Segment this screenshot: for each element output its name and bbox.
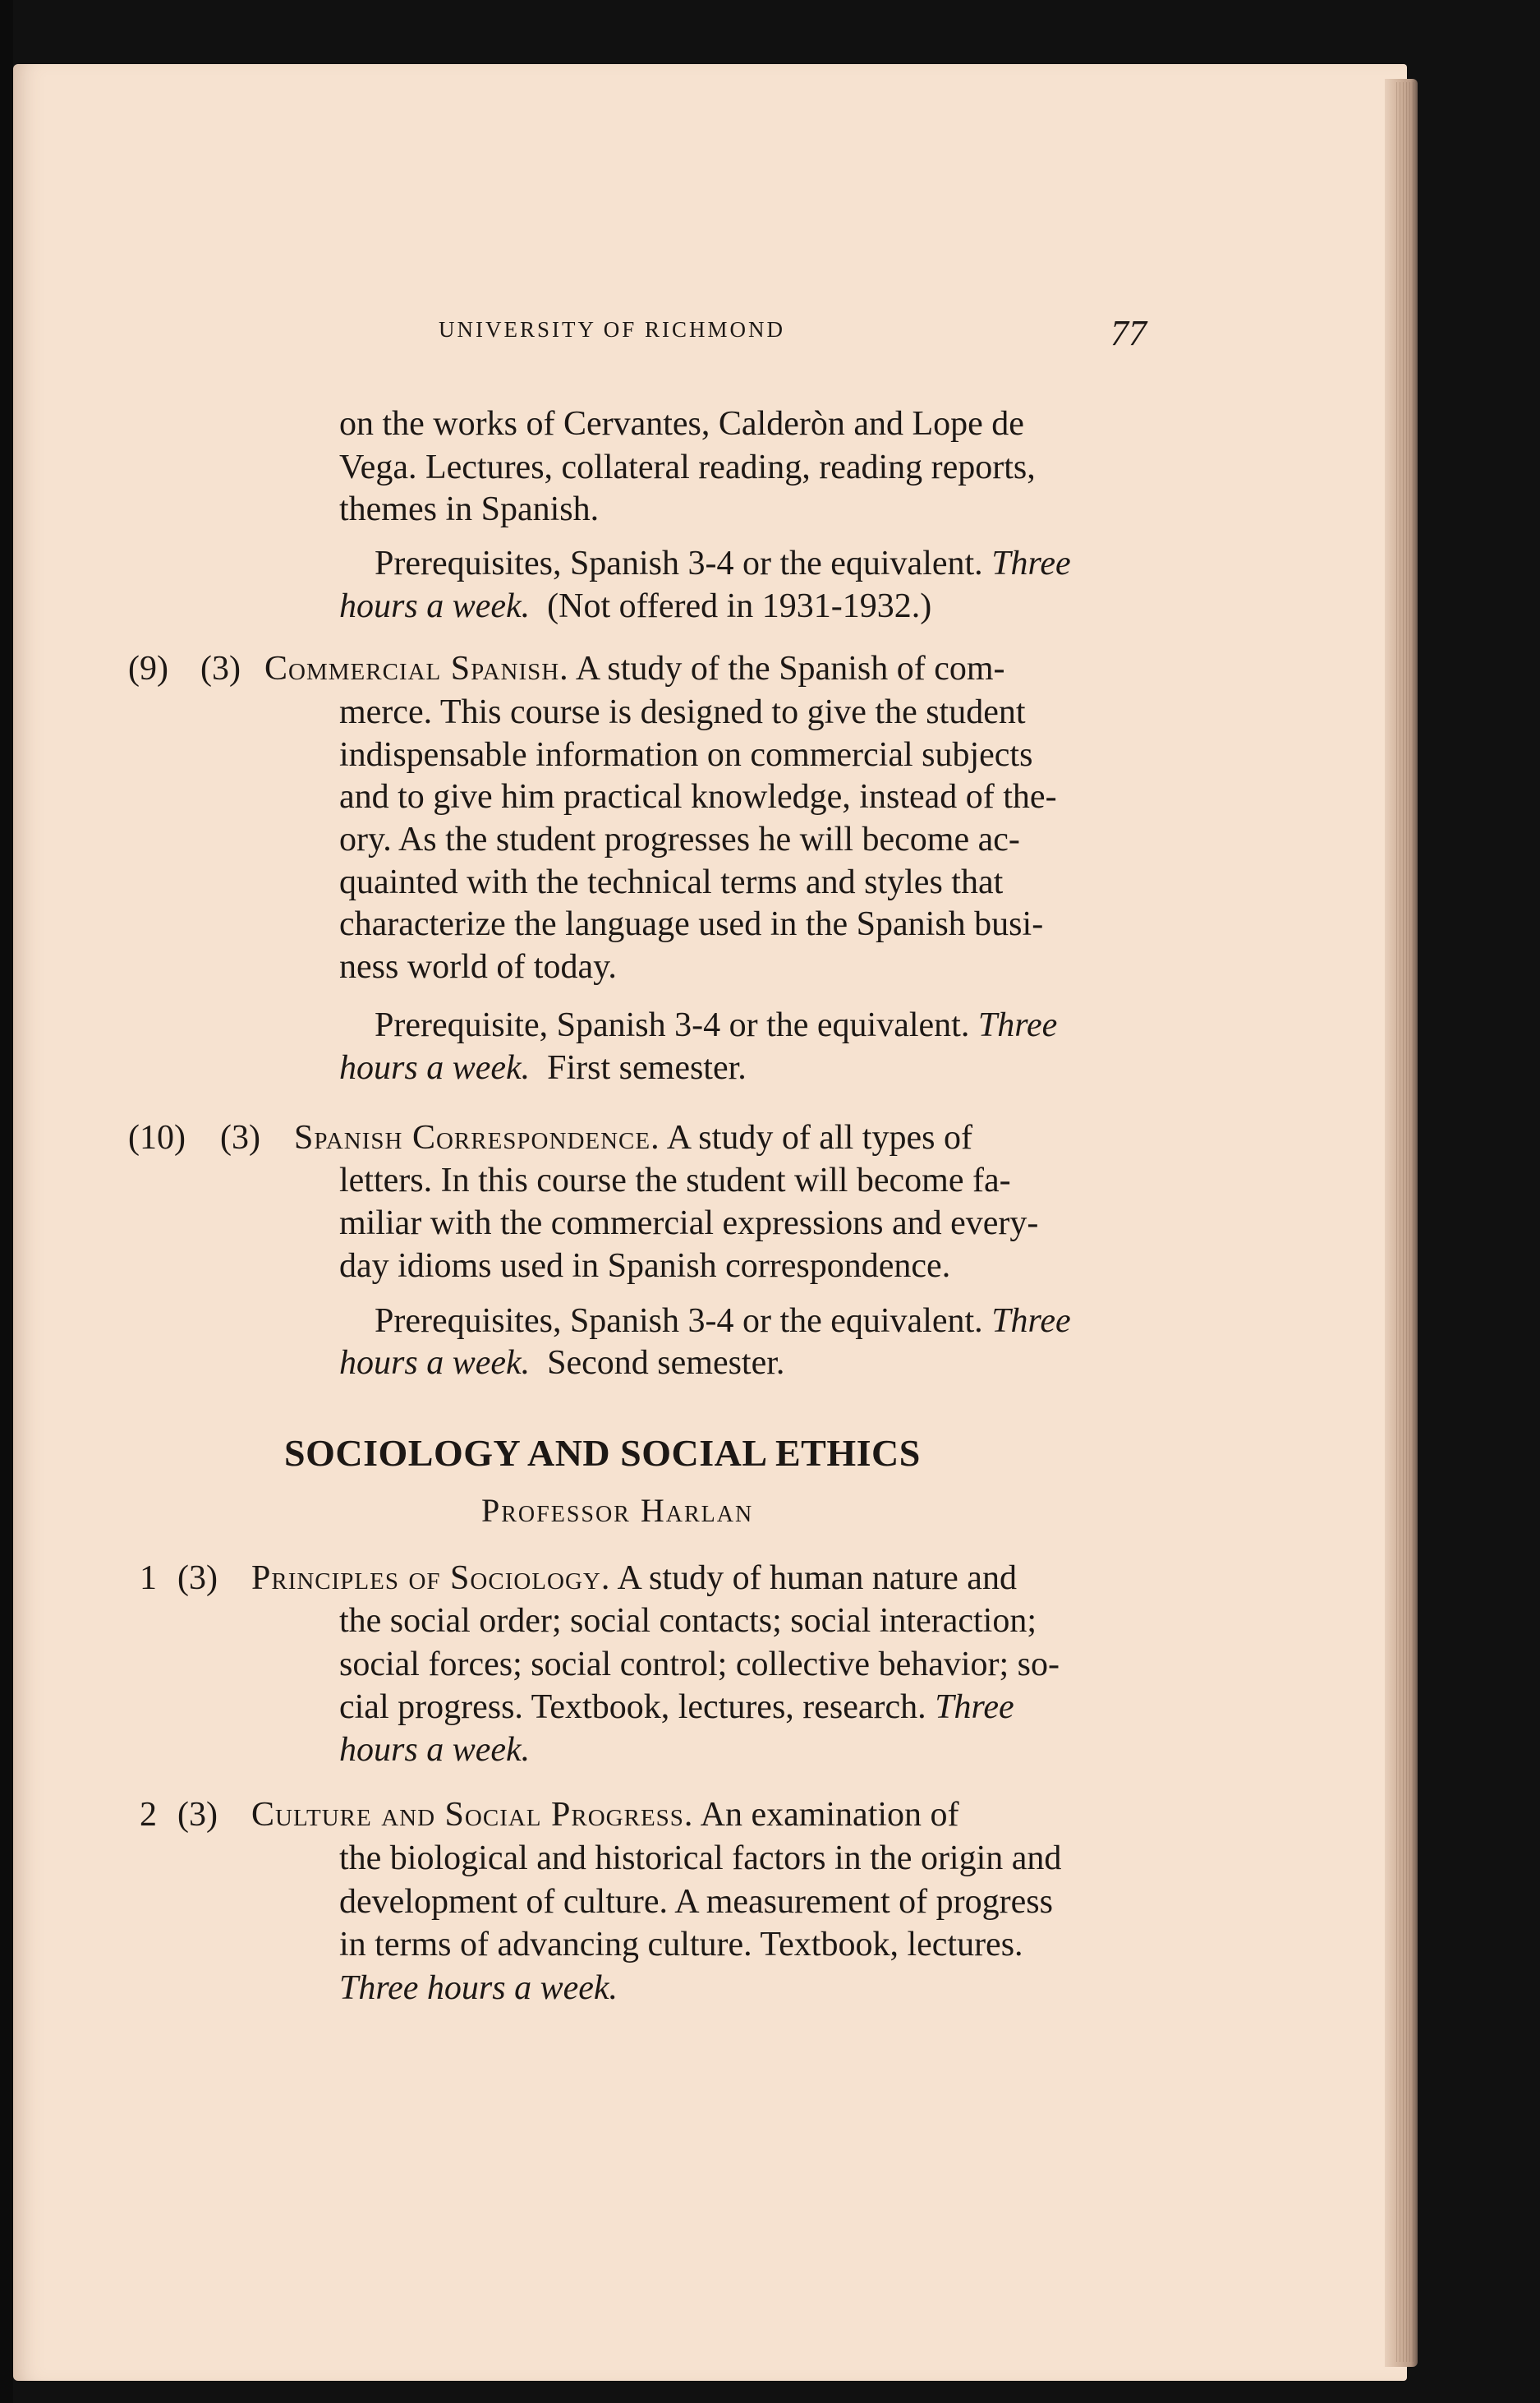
course-credits: (3)	[200, 650, 241, 688]
course-title: Principles of Sociology.	[251, 1559, 611, 1597]
course-first-line	[251, 1793, 959, 1836]
section-heading: SOCIOLOGY AND SOCIAL ETHICS	[284, 1432, 921, 1474]
course-first-line	[251, 1557, 1017, 1600]
course-credits: (3)	[220, 1119, 260, 1157]
text-line: letters. In this course the student will become fa-	[339, 1162, 1011, 1199]
text-line: on the works of Cervantes, Calderòn and Lope de	[339, 405, 1024, 443]
text-line: merce. This course is designed to give the student	[339, 693, 1026, 731]
page-number: 77	[1110, 313, 1147, 353]
course-description: A study of the Spanish of com-	[575, 650, 1005, 688]
text-line: ness world of today.	[339, 948, 617, 986]
running-header: UNIVERSITY OF RICHMOND	[439, 317, 786, 342]
prereq-text: Prerequisite, Spanish 3-4 or the equivalent.	[375, 1006, 970, 1044]
prereq-line	[375, 542, 1071, 585]
text-line: quainted with the technical terms and styles that	[339, 863, 1004, 901]
prereq-line	[339, 1047, 747, 1089]
text-line: social forces; social control; collective behavior; so-	[339, 1646, 1060, 1683]
hours-italic: Three hours a week.	[339, 1969, 618, 2007]
section-professor: Professor Harlan	[481, 1492, 754, 1529]
text-line: themes in Spanish.	[339, 490, 600, 528]
semester-note: First semester.	[547, 1049, 747, 1087]
hours-italic: hours a week.	[339, 1344, 531, 1382]
course-description: A study of human nature and	[617, 1559, 1017, 1597]
course-description: An examination of	[700, 1796, 959, 1834]
hours-italic: Three	[935, 1688, 1014, 1726]
text-line: indispensable information on commercial subjects	[339, 736, 1033, 774]
hours-italic: Three	[977, 1006, 1058, 1044]
course-description: A study of all types of	[666, 1119, 972, 1157]
text-line: the social order; social contacts; social interaction;	[339, 1602, 1037, 1640]
hours-italic: hours a week.	[339, 1731, 531, 1769]
page-stack-lines	[1396, 82, 1414, 2362]
text-line: miliar with the commercial expressions and every-	[339, 1204, 1039, 1242]
text-line: Vega. Lectures, collateral reading, reading reports,	[339, 449, 1036, 486]
course-title: Culture and Social Progress.	[251, 1796, 694, 1834]
prereq-line	[339, 1342, 784, 1384]
prereq-line	[375, 1300, 1071, 1342]
course-title: Spanish Correspondence.	[294, 1119, 660, 1157]
text-line: in terms of advancing culture. Textbook, lectures.	[339, 1926, 1023, 1963]
text-line: day idioms used in Spanish correspondence.	[339, 1247, 951, 1285]
prereq-line	[375, 1004, 1057, 1047]
course-first-line	[264, 647, 1005, 690]
text-line: characterize the language used in the Spanish busi-	[339, 905, 1044, 943]
course-credits: (3)	[177, 1559, 218, 1597]
hours-italic: Three	[991, 545, 1071, 582]
text-line: and to give him practical knowledge, instead of the-	[339, 778, 1057, 816]
hours-italic: Three	[991, 1302, 1071, 1340]
course-number: (10)	[128, 1119, 186, 1157]
offering-note: (Not offered in 1931-1932.)	[547, 587, 932, 625]
course-credits: (3)	[177, 1796, 218, 1834]
scan-background	[0, 0, 13, 2403]
course-number: 1	[140, 1559, 157, 1597]
course-description: cial progress. Textbook, lectures, research.	[339, 1688, 926, 1726]
course-number: (9)	[128, 650, 168, 688]
prereq-text: Prerequisites, Spanish 3-4 or the equivalent.	[375, 545, 983, 582]
semester-note: Second semester.	[547, 1344, 785, 1382]
text-line: ory. As the student progresses he will become ac-	[339, 821, 1020, 859]
hours-italic: hours a week.	[339, 1049, 531, 1087]
prereq-text: Prerequisites, Spanish 3-4 or the equivalent.	[375, 1302, 983, 1340]
text-line: development of culture. A measurement of progress	[339, 1883, 1053, 1921]
prereq-line	[339, 585, 931, 628]
text-line	[339, 1686, 1014, 1729]
hours-italic: hours a week.	[339, 587, 531, 625]
course-number: 2	[140, 1796, 157, 1834]
course-first-line	[294, 1116, 972, 1159]
course-title: Commercial Spanish.	[264, 650, 569, 688]
text-line: the biological and historical factors in the origin and	[339, 1839, 1062, 1877]
